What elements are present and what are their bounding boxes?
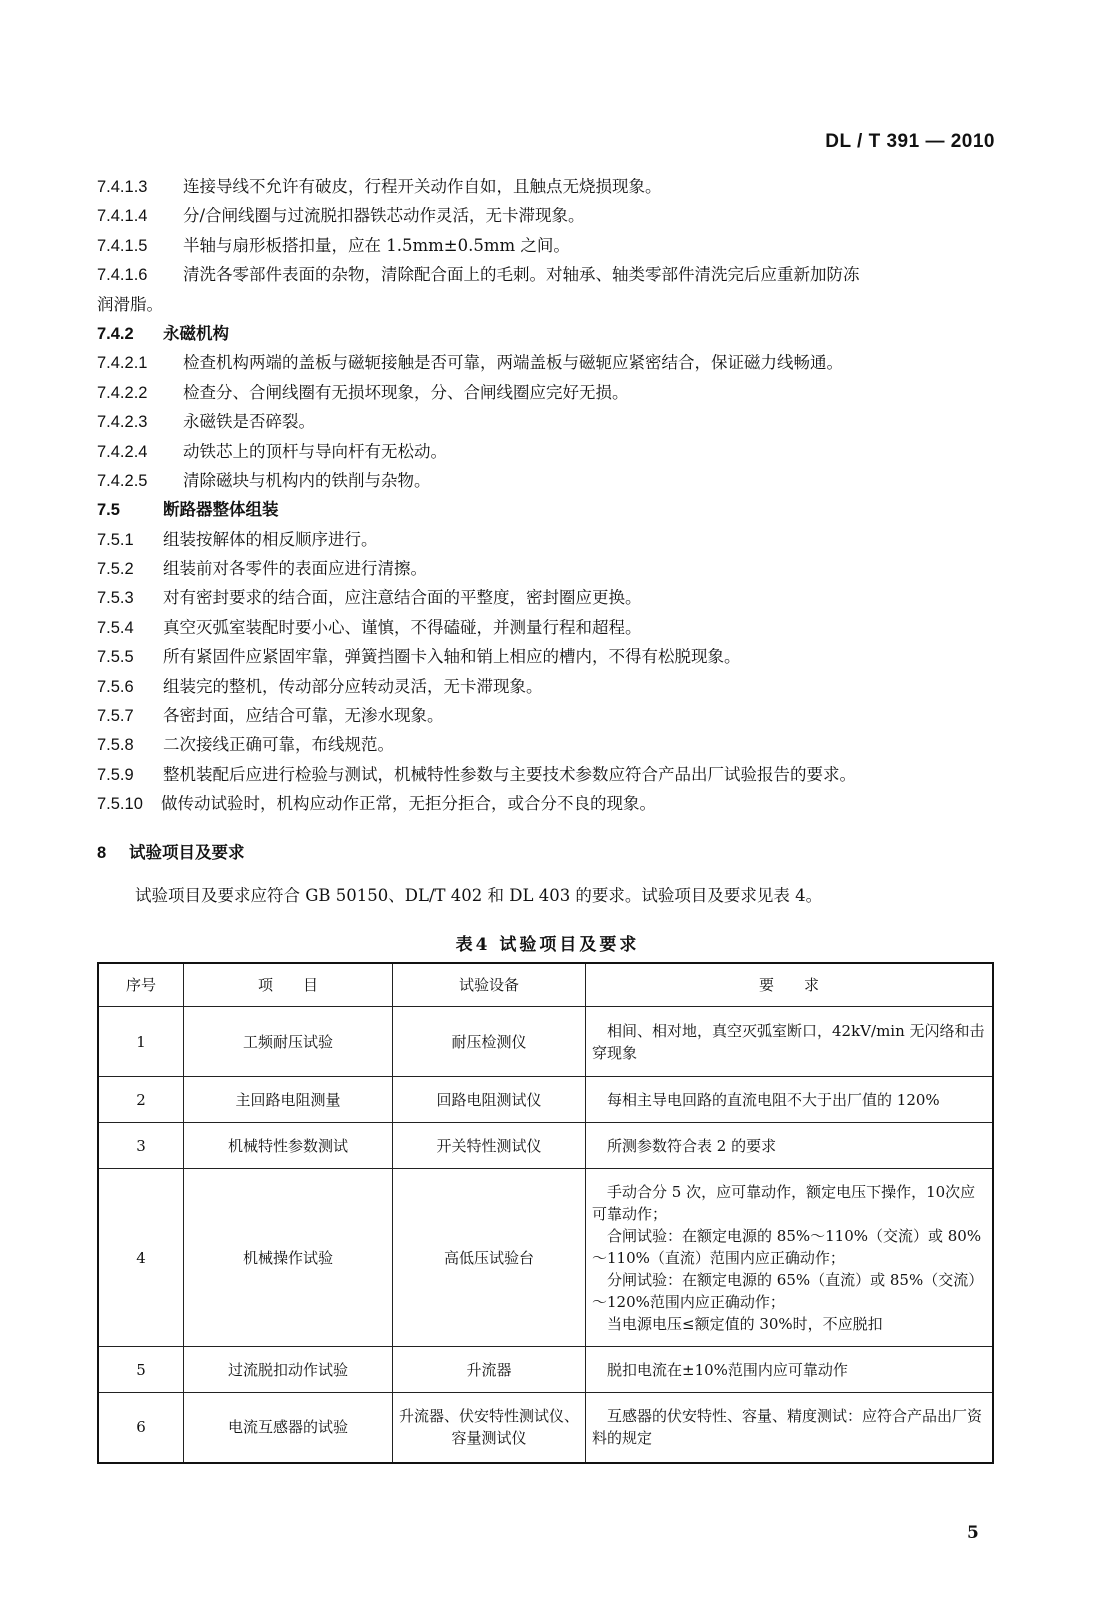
- clause-number: 7.5: [97, 501, 120, 520]
- cell-no: 6: [98, 1393, 184, 1463]
- cell-item: 主回路电阻测量: [184, 1077, 393, 1123]
- clause-line: [97, 437, 997, 466]
- table-row: [98, 1347, 993, 1393]
- clause-line: [97, 583, 997, 612]
- header-cell-equipment: 试验设备: [393, 963, 586, 1007]
- table-header-row: [98, 963, 993, 1007]
- clause-number: 7.4.1.3: [97, 178, 148, 196]
- table-row: [98, 1007, 993, 1077]
- clause-line-continuation: [97, 290, 997, 319]
- clause-number: 7.5.4: [97, 618, 134, 637]
- clause-number: 7.5.6: [97, 677, 134, 696]
- clause-line: [97, 525, 997, 554]
- cell-item: 电流互感器的试验: [184, 1393, 393, 1463]
- clause-line: [97, 672, 997, 701]
- clause-text: 做传动试验时，机构应动作正常，无拒分拒合，或合分不良的现象。: [161, 794, 656, 814]
- clause-text: 组装完的整机，传动部分应转动灵活，无卡滞现象。: [163, 676, 543, 696]
- clause-line: [97, 760, 997, 789]
- requirement-line: 合闸试验：在额定电源的 85%～110%（交流）或 80%～110%（直流）范围内应正确动作；: [592, 1226, 982, 1267]
- clause-text: 清洗各零部件表面的杂物，清除配合面上的毛刺。对轴承、轴类零部件清洗完后应重新加防冻: [183, 265, 860, 285]
- clause-text: 润滑脂。: [97, 294, 163, 314]
- clause-line: [97, 201, 997, 230]
- clause-line: [97, 701, 997, 730]
- clause-number: 7.5.1: [97, 530, 134, 549]
- section-number: 8: [97, 844, 107, 862]
- clause-text: 所有紧固件应紧固牢靠，弹簧挡圈卡入轴和销上相应的槽内，不得有松脱现象。: [163, 647, 741, 667]
- table-row: [98, 1393, 993, 1463]
- clause-text: 分/合闸线圈与过流脱扣器铁芯动作灵活，无卡滞现象。: [183, 206, 585, 226]
- clause-text: 组装按解体的相反顺序进行。: [163, 529, 378, 549]
- table-row: [98, 1169, 993, 1347]
- clause-text: 对有密封要求的结合面，应注意结合面的平整度，密封圈应更换。: [163, 588, 642, 608]
- clause-number: 7.4.2.1: [97, 354, 148, 373]
- cell-equipment: 高低压试验台: [393, 1169, 586, 1347]
- cell-equipment: 回路电阻测试仪: [393, 1077, 586, 1123]
- section-title: 试验项目及要求: [129, 843, 245, 862]
- clause-list: [97, 172, 997, 819]
- clause-line: [97, 554, 997, 583]
- clause-text: 连接导线不允许有破皮，行程开关动作自如，且触点无烧损现象。: [183, 177, 662, 196]
- cell-item: 机械特性参数测试: [184, 1123, 393, 1169]
- table-row: [98, 1077, 993, 1123]
- clause-line: [97, 407, 997, 436]
- clause-text: 检查分、合闸线圈有无损坏现象，分、合闸线圈应完好无损。: [183, 382, 629, 402]
- clause-line: [97, 172, 997, 201]
- cell-item: 机械操作试验: [184, 1169, 393, 1347]
- clause-number: 7.5.2: [97, 560, 134, 579]
- section-title: 永磁机构: [163, 323, 229, 343]
- cell-equipment: 升流器: [393, 1347, 586, 1393]
- cell-requirement: [586, 1077, 994, 1123]
- cell-no: 1: [98, 1007, 184, 1077]
- clause-number: 7.5.7: [97, 707, 134, 726]
- clause-line: [97, 642, 997, 671]
- table-row: [98, 1123, 993, 1169]
- cell-equipment: 升流器、伏安特性测试仪、容量测试仪: [393, 1393, 586, 1463]
- clause-text: 动铁芯上的顶杆与导向杆有无松动。: [183, 441, 447, 461]
- clause-number: 7.5.5: [97, 648, 134, 667]
- clause-number: 7.5.10: [97, 795, 143, 814]
- clause-line: [97, 789, 997, 818]
- clause-text: 二次接线正确可靠，布线规范。: [163, 735, 394, 755]
- clause-number: 7.4.2.4: [97, 442, 148, 461]
- cell-requirement: [586, 1393, 994, 1463]
- requirement-line: 互感器的伏安特性、容量、精度测试：应符合产品出厂资料的规定: [592, 1407, 983, 1448]
- cell-no: 5: [98, 1347, 184, 1393]
- clause-number: 7.4.1.5: [97, 236, 148, 255]
- clause-text: 检查机构两端的盖板与磁轭接触是否可靠，两端盖板与磁轭应紧密结合，保证磁力线畅通。: [183, 353, 843, 373]
- clause-text: 组装前对各零件的表面应进行清擦。: [163, 559, 427, 579]
- test-items-table: [97, 962, 994, 1464]
- cell-equipment: 开关特性测试仪: [393, 1123, 586, 1169]
- requirement-line: 手动合分 5 次，应可靠动作，额定电压下操作，10次应可靠动作；: [592, 1182, 976, 1223]
- cell-no: 4: [98, 1169, 184, 1347]
- clause-number: 7.4.1.6: [97, 266, 148, 285]
- clause-text: 真空灭弧室装配时要小心、谨慎，不得磕碰，并测量行程和超程。: [163, 617, 642, 637]
- requirement-line: 每相主导电回路的直流电阻不大于出厂值的 120%: [607, 1090, 940, 1109]
- requirement-line: 相间、相对地，真空灭弧室断口，42kV/min 无闪络和击穿现象: [592, 1021, 985, 1062]
- document-code: DL / T 391 — 2010: [825, 131, 995, 152]
- clause-line: [97, 231, 997, 260]
- clause-text: 清除磁块与机构内的铁削与杂物。: [183, 470, 431, 490]
- clause-number: 7.5.3: [97, 589, 134, 608]
- clause-line: [97, 466, 997, 495]
- clause-line: [97, 348, 997, 377]
- clause-text: 永磁铁是否碎裂。: [183, 412, 315, 432]
- cell-requirement: [586, 1007, 994, 1077]
- section-paragraph: 试验项目及要求应符合 GB 50150、DL/T 402 和 DL 403 的要求。试验项目及要求见表 4。: [135, 886, 823, 905]
- cell-requirement: [586, 1169, 994, 1347]
- cell-equipment: 耐压检测仪: [393, 1007, 586, 1077]
- clause-line: [97, 613, 997, 642]
- header-cell-item: 项 目: [184, 963, 393, 1007]
- clause-line: [97, 730, 997, 759]
- clause-text: 各密封面，应结合可靠，无渗水现象。: [163, 706, 444, 726]
- cell-no: 2: [98, 1077, 184, 1123]
- table-caption: 表4 试验项目及要求: [455, 935, 640, 955]
- clause-number: 7.5.8: [97, 736, 134, 755]
- clause-line: [97, 378, 997, 407]
- cell-item: 工频耐压试验: [184, 1007, 393, 1077]
- clause-number: 7.4.2.5: [97, 471, 148, 490]
- requirement-line: 所测参数符合表 2 的要求: [607, 1136, 777, 1155]
- cell-requirement: [586, 1347, 994, 1393]
- section-heading-8: [97, 838, 245, 868]
- section-heading: [97, 319, 997, 348]
- page-number: 5: [967, 1523, 979, 1543]
- requirement-line: 分闸试验：在额定电源的 65%（直流）或 85%（交流）～120%范围内应正确动作；: [592, 1270, 984, 1311]
- section-title: 断路器整体组装: [163, 500, 279, 520]
- clause-text: 整机装配后应进行检验与测试，机械特性参数与主要技术参数应符合产品出厂试验报告的要求。: [163, 764, 856, 784]
- clause-number: 7.5.9: [97, 765, 134, 784]
- cell-no: 3: [98, 1123, 184, 1169]
- clause-number: 7.4.1.4: [97, 207, 148, 226]
- header-cell-no: 序号: [98, 963, 184, 1007]
- header-cell-requirement: 要 求: [586, 963, 994, 1007]
- clause-text: 半轴与扇形板搭扣量，应在 1.5mm±0.5mm 之间。: [183, 235, 570, 255]
- section-heading: [97, 495, 997, 524]
- clause-number: 7.4.2.2: [97, 383, 148, 402]
- clause-line: [97, 260, 997, 289]
- clause-number: 7.4.2: [97, 324, 134, 343]
- cell-requirement: [586, 1123, 994, 1169]
- cell-item: 过流脱扣动作试验: [184, 1347, 393, 1393]
- requirement-line: 当电源电压≤额定值的 30%时，不应脱扣: [607, 1314, 883, 1333]
- requirement-line: 脱扣电流在±10%范围内应可靠动作: [607, 1360, 848, 1379]
- clause-number: 7.4.2.3: [97, 413, 148, 432]
